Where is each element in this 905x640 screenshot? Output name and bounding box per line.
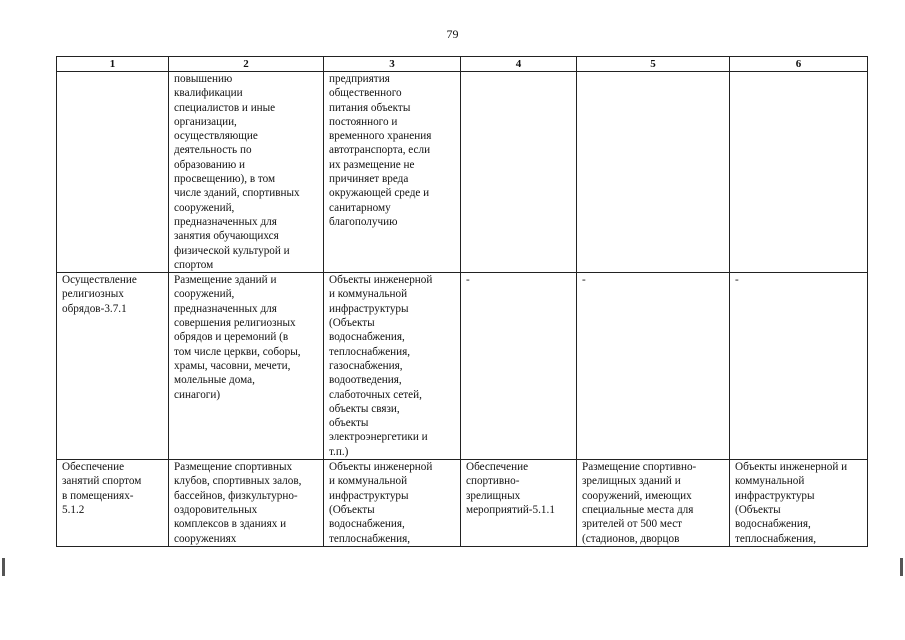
- table-cell: Осуществление религиозных обрядов-3.7.1: [57, 273, 169, 460]
- table-cell: повышению квалификации специалистов и иные организации, осуществляющие деятельность по образованию и просвещению), в том числе зданий, спортивных сооружений, предназначенных для занятия обучающихся физической культурой и спортом: [169, 72, 324, 273]
- permitted-use-table: [56, 56, 868, 547]
- table-cell: [57, 72, 169, 273]
- table-cell: Объекты инженерной и коммунальной инфраструктуры (Объекты водоснабжения, теплоснабжения,: [324, 460, 461, 547]
- table-cell: Объекты инженерной и коммунальной инфраструктуры (Объекты водоснабжения, теплоснабжения,: [730, 460, 868, 547]
- table-cell: [461, 72, 577, 273]
- table-cell: Обеспечение занятий спортом в помещениях- 5.1.2: [57, 460, 169, 547]
- table-cell: [730, 72, 868, 273]
- table-cell: Размещение спортивных клубов, спортивных залов, бассейнов, физкультурно- оздоровительных комплексов в зданиях и сооружениях: [169, 460, 324, 547]
- table-cell: [577, 72, 730, 273]
- table-cell: предприятия общественного питания объекты постоянного и временного хранения автотранспорта, если их размещение не причиняет вреда окружающей среде и санитарному благополучию: [324, 72, 461, 273]
- column-header-1: 1: [57, 57, 169, 72]
- table-row: [57, 460, 868, 547]
- header-row: [57, 57, 868, 72]
- table-row: [57, 72, 868, 273]
- scan-edge-mark-left: [2, 558, 5, 576]
- table-cell: -: [730, 273, 868, 460]
- column-header-6: 6: [730, 57, 868, 72]
- column-header-5: 5: [577, 57, 730, 72]
- table-cell: Размещение зданий и сооружений, предназначенных для совершения религиозных обрядов и церемоний (в том числе церкви, соборы, храмы, часовни, мечети, молельные дома, синагоги): [169, 273, 324, 460]
- column-header-3: 3: [324, 57, 461, 72]
- column-header-4: 4: [461, 57, 577, 72]
- table-cell: -: [461, 273, 577, 460]
- table-cell: Размещение спортивно- зрелищных зданий и сооружений, имеющих специальные места для зрителей от 500 мест (стадионов, дворцов: [577, 460, 730, 547]
- column-header-2: 2: [169, 57, 324, 72]
- page-number: 79: [446, 27, 459, 41]
- table-cell: -: [577, 273, 730, 460]
- table-row: [57, 273, 868, 460]
- table-cell: Обеспечение спортивно- зрелищных мероприятий-5.1.1: [461, 460, 577, 547]
- table-cell: Объекты инженерной и коммунальной инфраструктуры (Объекты водоснабжения, теплоснабжения, газоснабжения, водоотведения, слаботочных сетей, объекты связи, объекты электроэнергетики и т.п.): [324, 273, 461, 460]
- scan-edge-mark-right: [900, 558, 903, 576]
